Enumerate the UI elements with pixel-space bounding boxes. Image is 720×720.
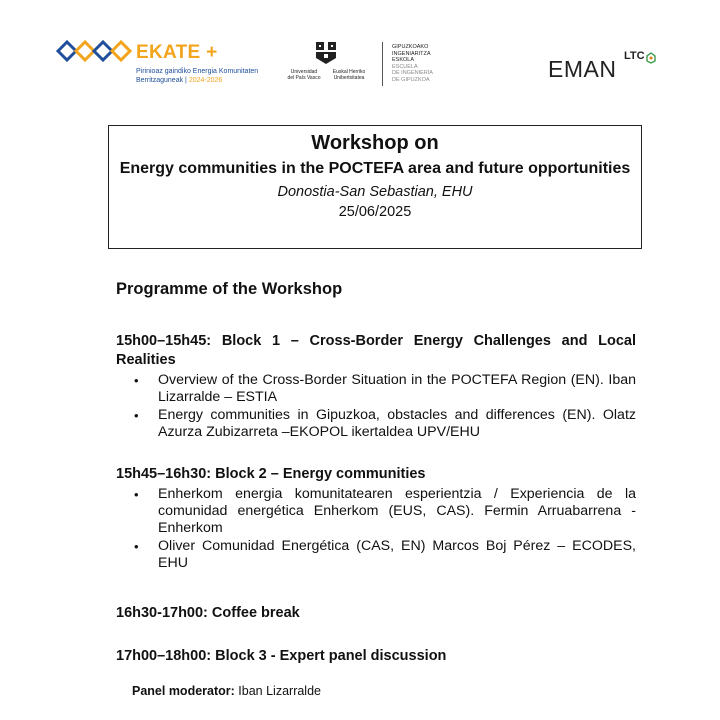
programme-block-1 bbox=[116, 332, 636, 442]
bullet-icon: • bbox=[134, 539, 139, 554]
bullet-icon: • bbox=[134, 408, 139, 423]
bullet-icon: • bbox=[134, 373, 139, 388]
bullet-icon: • bbox=[134, 487, 139, 502]
workshop-date: 25/06/2025 bbox=[338, 204, 412, 220]
list-item: • Oliver Comunidad Energética (CAS, EN) Marcos Boj Pérez – ECODES, EHU bbox=[134, 538, 636, 571]
ekate-knot-icon bbox=[56, 36, 132, 66]
workshop-subtitle: Energy communities in the POCTEFA area and future opportunities bbox=[119, 160, 631, 177]
title-box bbox=[108, 125, 642, 249]
panel-moderator bbox=[132, 684, 321, 698]
moderator-name: Iban Lizarralde bbox=[238, 684, 321, 698]
eman-mark-icon bbox=[646, 52, 656, 64]
block-title: 17h00–18h00: Block 3 - Expert panel discussion bbox=[116, 648, 447, 664]
programme-block-2 bbox=[116, 465, 636, 573]
list-item: • Enherkom energia komunitatearen esperientzia / Experiencia de la comunidad energética Enherkom (EUS, CAS). Fermin Arruabarrena - Enherkom bbox=[134, 486, 636, 536]
logo-divider bbox=[382, 42, 383, 86]
ehu-emblem-icon bbox=[312, 40, 340, 66]
block-title: 15h00–15h45: Block 1 – Cross-Border Energy Challenges and Local Realities bbox=[116, 333, 636, 368]
ekate-subtitle: Pirinioaz gaindiko Energia Komunitaten Berritzaguneak | 2024-2026 bbox=[136, 68, 259, 84]
eman-brand-name: EMAN bbox=[548, 56, 617, 82]
ehu-name-basque: Euskal Herriko Unibertsitatea bbox=[332, 69, 366, 81]
block-item-list bbox=[116, 372, 636, 441]
list-item: • Energy communities in Gipuzkoa, obstacles and differences (EN). Olatz Azurza Zubizarreta –EKOPOL ikertaldea UPV/EHU bbox=[134, 407, 636, 440]
programme-heading: Programme of the Workshop bbox=[116, 280, 343, 298]
programme-block-3 bbox=[116, 647, 636, 666]
ehu-logo bbox=[282, 40, 462, 90]
ehu-school-name: GIPUZKOAKO INGENIARITZA ESKOLA ESCUELA DE INGENIERÍA DE GIPUZKOA bbox=[392, 44, 433, 83]
moderator-label: Panel moderator: bbox=[132, 684, 235, 698]
ekate-logo bbox=[56, 36, 259, 92]
ekate-brand-name: EKATE + bbox=[136, 42, 218, 63]
eman-logo bbox=[548, 50, 668, 90]
programme-coffee-break bbox=[116, 604, 636, 623]
block-title: 15h45–16h30: Block 2 – Energy communities bbox=[116, 466, 426, 482]
workshop-place: Donostia-San Sebastian, EHU bbox=[277, 184, 473, 200]
block-item-list bbox=[116, 486, 636, 572]
workshop-title: Workshop on bbox=[311, 132, 439, 154]
block-title: 16h30-17h00: Coffee break bbox=[116, 605, 300, 621]
list-item: • Overview of the Cross-Border Situation in the POCTEFA Region (EN). Iban Lizarralde – ESTIA bbox=[134, 372, 636, 405]
eman-ltc-label: LTC bbox=[624, 50, 645, 62]
ehu-name-spanish: Universidad del País Vasco bbox=[287, 69, 321, 81]
